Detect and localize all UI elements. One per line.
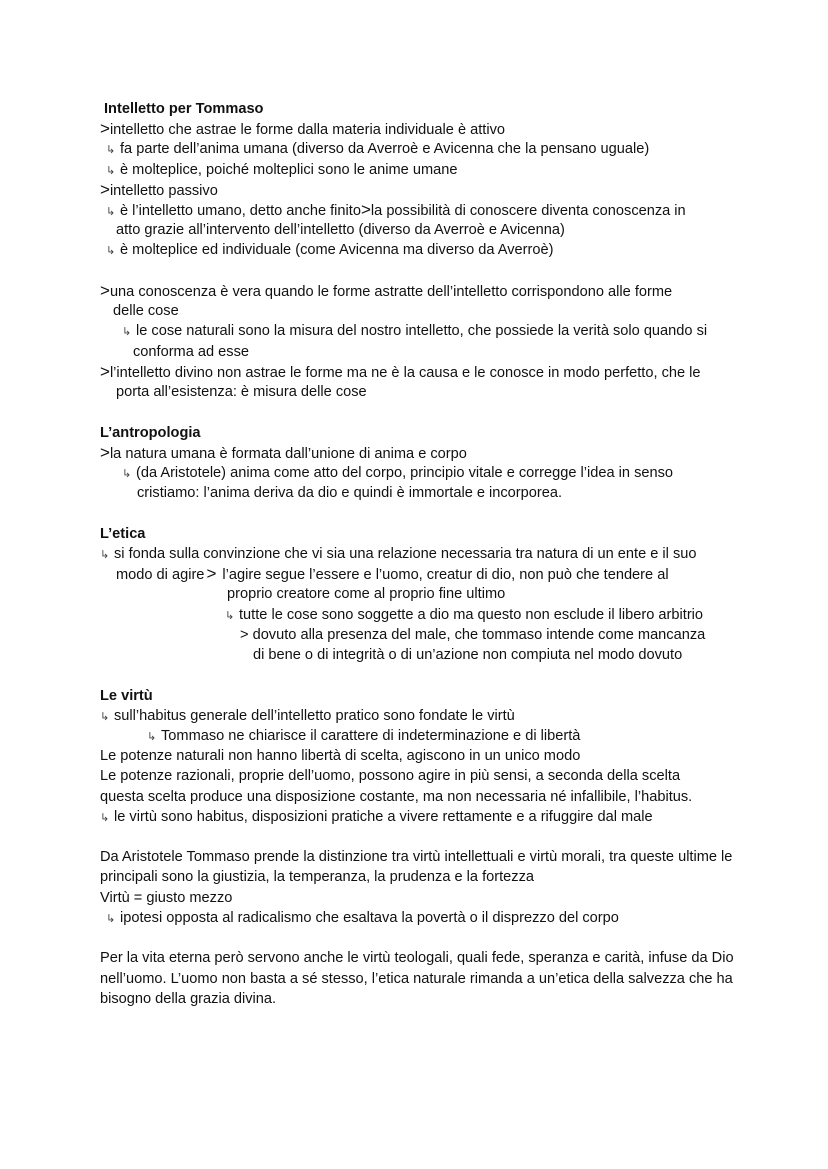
section-title-virtu: Le virtù xyxy=(100,688,153,704)
arrow-icon: ↳ xyxy=(106,913,116,925)
text-line: >intelletto che astrae le forme dalla materia individuale è attivo xyxy=(100,119,505,138)
arrow-icon: ↳ xyxy=(106,144,116,156)
text-line: Le potenze naturali non hanno libertà di scelta, agiscono in un unico modo xyxy=(100,748,581,764)
text-line: bisogno della grazia divina. xyxy=(100,991,277,1007)
text-line: ↳ si fonda sulla convinzione che vi sia una relazione necessaria tra natura di un ente e il suo xyxy=(100,544,696,565)
text-line: ↳ sull’habitus generale dell’intelletto pratico sono fondate le virtù xyxy=(100,706,515,727)
text-line: modo di agire > l’agire segue l’essere e l’uomo, creatur di dio, non può che tendere al xyxy=(116,564,669,583)
text-line: porta all’esistenza: è misura delle cose xyxy=(116,384,367,400)
arrow-icon: ↳ xyxy=(122,326,132,338)
text-line: ↳ le virtù sono habitus, disposizioni pratiche a vivere rettamente e a rifuggire dal male xyxy=(100,807,653,828)
text-line: questa scelta produce una disposizione costante, ma non necessaria né infallibile, l’habitus. xyxy=(100,789,693,805)
text-line: di bene o di integrità o di un’azione non compiuta nel modo dovuto xyxy=(253,647,683,663)
text-line: principali sono la giustizia, la temperanza, la prudenza e la fortezza xyxy=(100,869,535,885)
text-line: Da Aristotele Tommaso prende la distinzione tra virtù intellettuali e virtù morali, tra queste ultime le xyxy=(100,849,733,865)
text-line: Le potenze razionali, proprie dell’uomo, possono agire in più sensi, a seconda della scelta xyxy=(100,768,681,784)
arrow-icon: ↳ xyxy=(225,610,235,622)
gt-icon: > xyxy=(100,119,110,138)
text-line: Per la vita eterna però servono anche le virtù teologali, quali fede, speranza e carità, infuse da Dio xyxy=(100,950,734,966)
arrow-icon: ↳ xyxy=(122,468,132,480)
text-line: delle cose xyxy=(113,303,179,319)
section-title-intelletto: Intelletto per Tommaso xyxy=(104,101,264,117)
text-line: ↳ le cose naturali sono la misura del nostro intelletto, che possiede la verità solo quando si xyxy=(122,321,707,342)
section-title-etica: L’etica xyxy=(100,526,146,542)
arrow-icon: ↳ xyxy=(106,206,116,218)
text-line: proprio creatore come al proprio fine ultimo xyxy=(227,586,506,602)
gt-icon: > xyxy=(100,443,110,462)
gt-icon: > xyxy=(360,200,371,219)
arrow-icon: ↳ xyxy=(106,165,116,177)
text-line: ↳ ipotesi opposta al radicalismo che esaltava la povertà o il disprezzo del corpo xyxy=(106,908,619,929)
text-line: ↳ Tommaso ne chiarisce il carattere di indeterminazione e di libertà xyxy=(147,726,580,747)
text-line: conforma ad esse xyxy=(133,344,250,360)
gt-icon: > xyxy=(100,180,110,199)
text-line: atto grazie all’intervento dell’intelletto (diverso da Averroè e Avicenna) xyxy=(116,222,565,238)
arrow-icon: ↳ xyxy=(147,731,157,743)
text-line: > dovuto alla presenza del male, che tommaso intende come mancanza xyxy=(240,627,706,643)
text-line: >la natura umana è formata dall’unione di anima e corpo xyxy=(100,443,467,462)
text-line: ↳ è l’intelletto umano, detto anche finito>la possibilità di conoscere diventa conoscenza in xyxy=(106,200,686,222)
arrow-icon: ↳ xyxy=(100,711,110,723)
arrow-icon: ↳ xyxy=(100,812,110,824)
gt-icon: > xyxy=(206,564,217,583)
arrow-icon: ↳ xyxy=(100,549,110,561)
text-line: cristiamo: l’anima deriva da dio e quindi è immortale e incorporea. xyxy=(137,485,563,501)
gt-icon: > xyxy=(100,281,110,300)
text-line: ↳ (da Aristotele) anima come atto del corpo, principio vitale e corregge l’idea in senso xyxy=(122,463,673,484)
arrow-icon: ↳ xyxy=(106,245,116,257)
text-line: >intelletto passivo xyxy=(100,180,218,199)
text-line: >una conoscenza è vera quando le forme astratte dell’intelletto corrispondono alle forme xyxy=(100,281,673,300)
text-line: Virtù = giusto mezzo xyxy=(100,890,233,906)
text-line: >l’intelletto divino non astrae le forme ma ne è la causa e le conosce in modo perfetto, che le xyxy=(100,362,701,381)
text-line: ↳ è molteplice ed individuale (come Avicenna ma diverso da Averroè) xyxy=(106,240,553,261)
gt-icon: > xyxy=(100,362,110,381)
text-line: ↳ fa parte dell’anima umana (diverso da Averroè e Avicenna che la pensano uguale) xyxy=(106,139,649,160)
text-line: nell’uomo. L’uomo non basta a sé stesso, l’etica naturale rimanda a un’etica della salvezza che ha xyxy=(100,971,733,987)
text-line: ↳ tutte le cose sono soggette a dio ma questo non esclude il libero arbitrio xyxy=(225,605,703,626)
section-title-antropologia: L’antropologia xyxy=(100,425,201,441)
text-line: ↳ è molteplice, poiché molteplici sono le anime umane xyxy=(106,160,457,181)
